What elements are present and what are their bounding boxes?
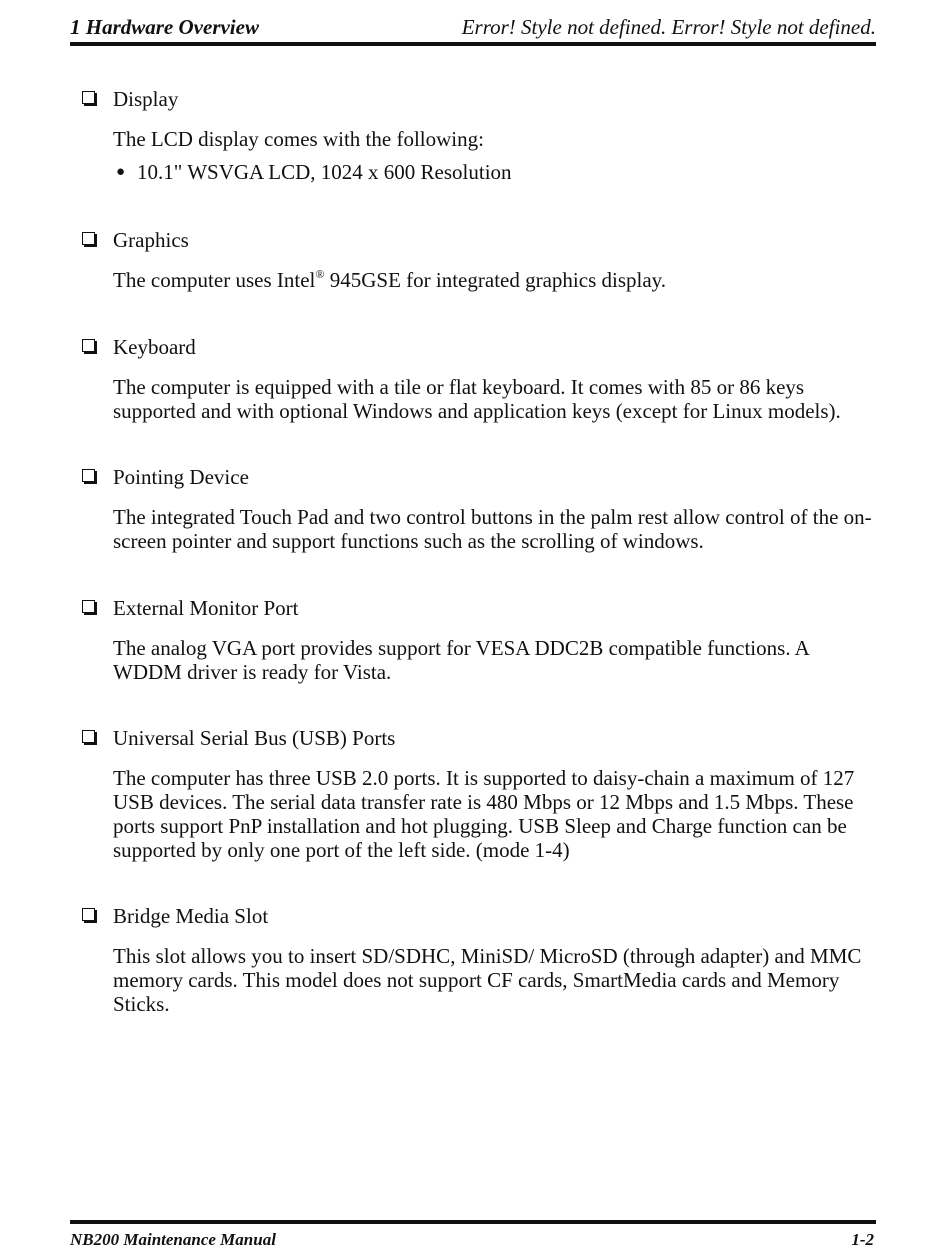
checkbox-bullet-icon [82,91,95,104]
checkbox-bullet-icon [82,730,95,743]
chapter-title: 1 Hardware Overview [70,15,259,39]
section-body: The LCD display comes with the following: [113,127,484,151]
page-header [70,12,876,46]
page-number: 1-2 [851,1230,874,1249]
bullet-dot-icon: ● [116,164,126,180]
section-body: The integrated Touch Pad and two control buttons in the palm rest allow control of the on-screen pointer and support functions such as the scrolling of windows. [113,505,872,553]
section-title: External Monitor Port [113,596,299,620]
section-title: Bridge Media Slot [113,904,269,928]
section-title: Universal Serial Bus (USB) Ports [113,726,396,750]
section-keyboard [82,334,877,423]
checkbox-bullet-icon [82,232,95,245]
section-display [82,86,877,185]
section-usb-ports [82,725,877,862]
header-error-text: Error! Style not defined. Error! Style not defined. [461,15,876,39]
checkbox-bullet-icon [82,908,95,921]
section-title: Display [113,87,179,111]
section-body: The computer is equipped with a tile or flat keyboard. It comes with 85 or 86 keys supported and with optional Windows and application keys (except for Linux models). [113,375,841,423]
section-title: Pointing Device [113,465,249,489]
registered-mark: ® [315,267,325,281]
section-body: The computer has three USB 2.0 ports. It is supported to daisy-chain a maximum of 127 USB devices. The serial data transfer rate is 480 Mbps or 12 Mbps and 1.5 Mbps. These ports support PnP installation and hot plugging. USB Sleep and Charge function can be supported by only one port of the left side. (mode 1-4) [113,766,855,862]
section-external-monitor-port [82,595,877,684]
page-footer [70,1220,876,1252]
checkbox-bullet-icon [82,600,95,613]
section-bridge-media-slot [82,903,877,1016]
section-body: The analog VGA port provides support for VESA DDC2B compatible functions. A WDDM driver is ready for Vista. [113,636,809,684]
manual-title: NB200 Maintenance Manual [70,1230,276,1249]
section-graphics [82,227,877,292]
bullet-list [113,159,877,185]
checkbox-bullet-icon [82,469,95,482]
section-title: Keyboard [113,335,196,359]
list-item: ● 10.1" WSVGA LCD, 1024 x 600 Resolution [116,160,512,184]
checkbox-bullet-icon [82,339,95,352]
section-title: Graphics [113,228,189,252]
section-body: This slot allows you to insert SD/SDHC, MiniSD/ MicroSD (through adapter) and MMC memory cards. This model does not support CF cards, SmartMedia cards and Memory Sticks. [113,944,862,1016]
section-pointing-device [82,464,877,553]
section-body: The computer uses Intel® 945GSE for integrated graphics display. [113,267,667,292]
